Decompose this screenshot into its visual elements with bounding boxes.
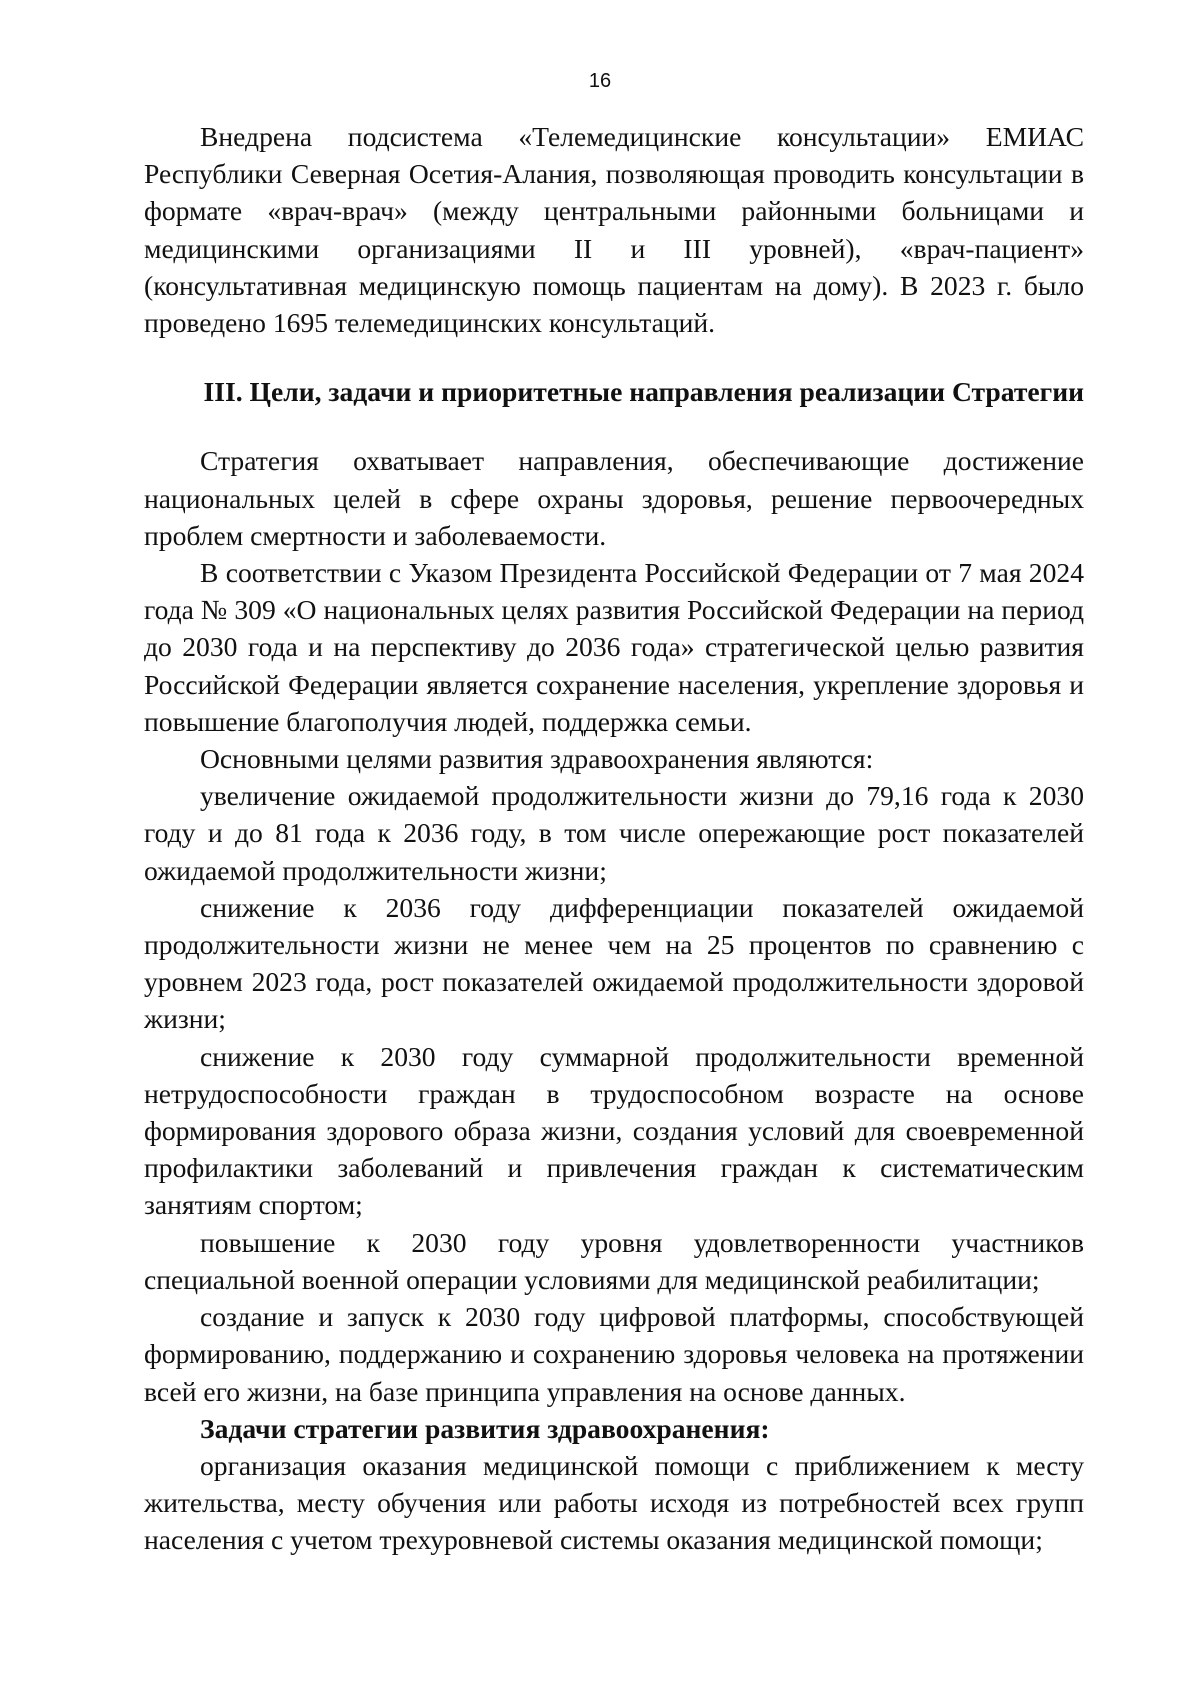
list-item-goal-life-expectancy: увеличение ожидаемой продолжительности жизни до 79,16 года к 2030 году и до 81 года к 2036 году, в том числе опережающие рост показателей ожидаемой продолжительности жизни; (144, 780, 1084, 886)
list-item-task-care-organization: организация оказания медицинской помощи с приближением к месту жительства, месту обучения или работы исходя из потребностей всех групп населения с учетом трехуровневой системы оказания медицинской помощи; (144, 1449, 1084, 1556)
list-item-goal-digital-platform: создание и запуск к 2030 году цифровой платформы, способствующей формированию, поддержанию и сохранению здоровья человека на протяжении всей его жизни, на базе принципа управления на основе данных. (144, 1301, 1084, 1407)
spacer (144, 410, 1084, 442)
page-number: 16 (588, 70, 612, 92)
list-item-goal-differentiation: снижение к 2036 году дифференциации показателей ожидаемой продолжительности жизни не менее чем на 25 процентов по сравнению с уровнем 2023 года, рост показателей ожидаемой продолжительности здоровой жизни; (144, 891, 1084, 1035)
list-item-goal-rehabilitation: повышение к 2030 году уровня удовлетворенности участников специальной военной операции условиями для медицинской реабилитации; (144, 1226, 1084, 1295)
paragraph-goals-intro: Основными целями развития здравоохранения являются: (200, 743, 874, 775)
paragraph-telemedicine: Внедрена подсистема «Телемедицинские консультации» ЕМИАС Республики Северная Осетия-Алания, позволяющая проводить консультации в формате «врач-врач» (между центральными районными больницами и медицинскими организациями II и III уровней), «врач-пациент» (консультативная медицинскую помощь пациентам на дому). В 2023 г. было проведено 1695 телемедицинских консультаций. (144, 121, 1084, 339)
section-heading: III. Цели, задачи и приоритетные направления реализации Стратегии (203, 376, 1084, 408)
paragraph-presidential-decree: В соответствии с Указом Президента Российской Федерации от 7 мая 2024 года № 309 «О национальных целях развития Российской Федерации на период до 2030 года и на перспективу до 2036 года» стратегической целью развития Российской Федерации является сохранение населения, укрепление здоровья и повышение благополучия людей, поддержка семьи. (144, 557, 1084, 737)
spacer (144, 341, 1084, 373)
list-item-goal-disability: снижение к 2030 году суммарной продолжительности временной нетрудоспособности граждан в трудоспособном возрасте на основе формирования здорового образа жизни, создания условий для своевременной профилактики заболеваний и привлечения граждан к систематическим занятиям спортом; (144, 1040, 1084, 1221)
tasks-heading: Задачи стратегии развития здравоохранения: (200, 1412, 770, 1444)
document-body (144, 118, 1084, 1559)
paragraph-strategy-scope: Стратегия охватывает направления, обеспечивающие достижение национальных целей в сфере охраны здоровья, решение первоочередных проблем смертности и заболеваемости. (144, 445, 1084, 551)
